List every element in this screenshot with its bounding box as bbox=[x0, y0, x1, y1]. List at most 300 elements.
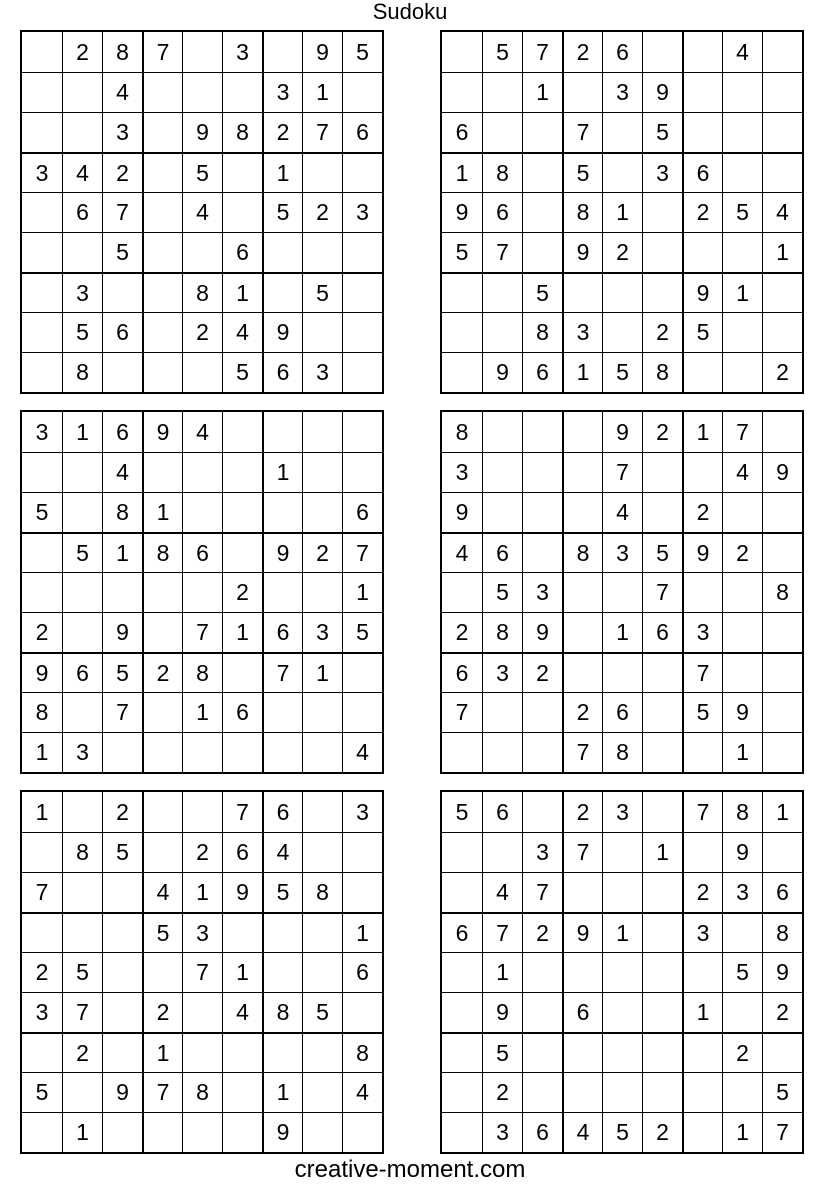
sudoku-cell[interactable]: 2 bbox=[642, 312, 682, 352]
sudoku-cell[interactable]: 8 bbox=[762, 572, 802, 612]
sudoku-cell[interactable] bbox=[482, 412, 522, 452]
sudoku-cell[interactable]: 2 bbox=[762, 352, 802, 392]
sudoku-cell[interactable] bbox=[722, 912, 762, 952]
sudoku-cell[interactable] bbox=[642, 692, 682, 732]
sudoku-cell[interactable] bbox=[22, 912, 62, 952]
sudoku-cell[interactable]: 3 bbox=[102, 112, 142, 152]
sudoku-cell[interactable]: 8 bbox=[455, 418, 469, 445]
sudoku-cell[interactable] bbox=[142, 192, 182, 232]
sudoku-cell[interactable] bbox=[22, 572, 62, 612]
sudoku-cell[interactable]: 4 bbox=[222, 312, 262, 352]
sudoku-cell[interactable]: 4 bbox=[182, 412, 222, 452]
sudoku-cell[interactable]: 1 bbox=[302, 652, 342, 692]
sudoku-cell[interactable] bbox=[762, 72, 802, 112]
sudoku-cell[interactable]: 4 bbox=[142, 872, 182, 912]
sudoku-cell[interactable]: 5 bbox=[482, 32, 522, 72]
sudoku-cell[interactable]: 2 bbox=[682, 192, 722, 232]
sudoku-cell[interactable] bbox=[62, 792, 102, 832]
sudoku-cell[interactable]: 8 bbox=[102, 32, 142, 72]
sudoku-cell[interactable] bbox=[222, 192, 262, 232]
sudoku-cell[interactable]: 7 bbox=[482, 912, 522, 952]
sudoku-cell[interactable]: 3 bbox=[22, 992, 62, 1032]
sudoku-cell[interactable]: 8 bbox=[182, 1072, 222, 1112]
sudoku-cell[interactable]: 5 bbox=[62, 952, 102, 992]
sudoku-cell[interactable]: 5 bbox=[302, 992, 342, 1032]
sudoku-cell[interactable]: 7 bbox=[682, 792, 722, 832]
sudoku-cell[interactable]: 8 bbox=[342, 1032, 382, 1072]
sudoku-cell[interactable] bbox=[722, 612, 762, 652]
sudoku-cell[interactable]: 6 bbox=[62, 192, 102, 232]
sudoku-cell[interactable] bbox=[222, 532, 262, 572]
sudoku-cell[interactable] bbox=[642, 232, 682, 272]
sudoku-cell[interactable]: 8 bbox=[62, 352, 102, 392]
sudoku-cell[interactable]: 5 bbox=[682, 312, 722, 352]
sudoku-cell[interactable] bbox=[22, 1112, 62, 1152]
sudoku-cell[interactable] bbox=[102, 1112, 142, 1152]
sudoku-cell[interactable] bbox=[762, 732, 802, 772]
sudoku-cell[interactable] bbox=[442, 572, 482, 612]
sudoku-cell[interactable]: 6 bbox=[522, 352, 562, 392]
sudoku-cell[interactable] bbox=[302, 832, 342, 872]
sudoku-cell[interactable]: 3 bbox=[562, 312, 602, 352]
sudoku-cell[interactable] bbox=[142, 952, 182, 992]
sudoku-cell[interactable]: 2 bbox=[102, 152, 142, 192]
sudoku-cell[interactable] bbox=[482, 72, 522, 112]
sudoku-cell[interactable]: 7 bbox=[642, 572, 682, 612]
sudoku-cell[interactable]: 2 bbox=[522, 912, 562, 952]
sudoku-cell[interactable] bbox=[102, 352, 142, 392]
sudoku-cell[interactable]: 5 bbox=[62, 312, 102, 352]
sudoku-cell[interactable]: 7 bbox=[482, 232, 522, 272]
sudoku-cell[interactable] bbox=[442, 352, 482, 392]
sudoku-cell[interactable]: 1 bbox=[562, 352, 602, 392]
sudoku-cell[interactable] bbox=[222, 452, 262, 492]
sudoku-cell[interactable]: 6 bbox=[262, 612, 302, 652]
sudoku-cell[interactable]: 9 bbox=[762, 952, 802, 992]
sudoku-cell[interactable] bbox=[262, 232, 302, 272]
sudoku-cell[interactable]: 7 bbox=[562, 832, 602, 872]
sudoku-cell[interactable] bbox=[142, 312, 182, 352]
sudoku-cell[interactable] bbox=[762, 112, 802, 152]
sudoku-cell[interactable] bbox=[602, 112, 642, 152]
sudoku-cell[interactable]: 3 bbox=[262, 72, 302, 112]
sudoku-cell[interactable] bbox=[562, 412, 602, 452]
sudoku-cell[interactable]: 3 bbox=[35, 418, 49, 445]
sudoku-cell[interactable]: 9 bbox=[142, 412, 182, 452]
sudoku-cell[interactable]: 5 bbox=[482, 572, 522, 612]
sudoku-cell[interactable]: 2 bbox=[102, 792, 142, 832]
sudoku-cell[interactable]: 7 bbox=[102, 192, 142, 232]
sudoku-cell[interactable]: 1 bbox=[762, 792, 802, 832]
sudoku-cell[interactable] bbox=[762, 412, 802, 452]
sudoku-cell[interactable]: 8 bbox=[302, 872, 342, 912]
sudoku-cell[interactable]: 1 bbox=[482, 952, 522, 992]
site-footer[interactable]: creative-moment.com bbox=[294, 1156, 526, 1183]
sudoku-cell[interactable]: 6 bbox=[182, 532, 222, 572]
sudoku-cell[interactable]: 5 bbox=[102, 832, 142, 872]
sudoku-cell[interactable]: 1 bbox=[142, 1032, 182, 1072]
sudoku-cell[interactable] bbox=[482, 492, 522, 532]
sudoku-cell[interactable] bbox=[302, 912, 342, 952]
sudoku-cell[interactable] bbox=[722, 492, 762, 532]
sudoku-cell[interactable]: 9 bbox=[222, 872, 262, 912]
sudoku-cell[interactable] bbox=[342, 832, 382, 872]
sudoku-cell[interactable]: 7 bbox=[562, 112, 602, 152]
sudoku-cell[interactable]: 5 bbox=[722, 952, 762, 992]
sudoku-cell[interactable] bbox=[182, 352, 222, 392]
sudoku-cell[interactable] bbox=[442, 272, 482, 312]
sudoku-cell[interactable] bbox=[22, 352, 62, 392]
sudoku-cell[interactable] bbox=[562, 872, 602, 912]
sudoku-cell[interactable] bbox=[62, 1072, 102, 1112]
sudoku-cell[interactable] bbox=[342, 352, 382, 392]
sudoku-cell[interactable]: 5 bbox=[302, 272, 342, 312]
sudoku-cell[interactable] bbox=[22, 232, 62, 272]
sudoku-cell[interactable] bbox=[722, 572, 762, 612]
sudoku-cell[interactable] bbox=[682, 1072, 722, 1112]
sudoku-cell[interactable] bbox=[682, 732, 722, 772]
sudoku-cell[interactable]: 5 bbox=[102, 232, 142, 272]
sudoku-cell[interactable] bbox=[442, 732, 482, 772]
sudoku-cell[interactable] bbox=[182, 492, 222, 532]
sudoku-cell[interactable] bbox=[342, 652, 382, 692]
sudoku-cell[interactable] bbox=[302, 232, 342, 272]
sudoku-cell[interactable] bbox=[762, 532, 802, 572]
sudoku-cell[interactable] bbox=[482, 112, 522, 152]
sudoku-cell[interactable] bbox=[602, 1072, 642, 1112]
sudoku-cell[interactable] bbox=[642, 1072, 682, 1112]
sudoku-cell[interactable]: 8 bbox=[482, 612, 522, 652]
sudoku-cell[interactable] bbox=[602, 152, 642, 192]
sudoku-cell[interactable]: 3 bbox=[602, 532, 642, 572]
sudoku-cell[interactable]: 5 bbox=[342, 32, 382, 72]
sudoku-cell[interactable] bbox=[722, 1072, 762, 1112]
sudoku-cell[interactable]: 3 bbox=[682, 912, 722, 952]
sudoku-cell[interactable]: 2 bbox=[182, 312, 222, 352]
sudoku-cell[interactable] bbox=[182, 572, 222, 612]
sudoku-cell[interactable] bbox=[342, 872, 382, 912]
sudoku-cell[interactable]: 5 bbox=[222, 352, 262, 392]
sudoku-cell[interactable] bbox=[182, 732, 222, 772]
sudoku-cell[interactable] bbox=[142, 792, 182, 832]
sudoku-cell[interactable] bbox=[442, 312, 482, 352]
sudoku-cell[interactable]: 1 bbox=[142, 492, 182, 532]
sudoku-cell[interactable] bbox=[642, 732, 682, 772]
sudoku-cell[interactable]: 2 bbox=[22, 952, 62, 992]
sudoku-cell[interactable] bbox=[302, 312, 342, 352]
sudoku-cell[interactable] bbox=[682, 232, 722, 272]
sudoku-cell[interactable]: 7 bbox=[302, 112, 342, 152]
sudoku-cell[interactable]: 5 bbox=[602, 1112, 642, 1152]
sudoku-cell[interactable] bbox=[302, 1112, 342, 1152]
sudoku-cell[interactable] bbox=[62, 572, 102, 612]
sudoku-cell[interactable]: 7 bbox=[522, 32, 562, 72]
sudoku-cell[interactable] bbox=[342, 272, 382, 312]
sudoku-cell[interactable] bbox=[642, 492, 682, 532]
sudoku-cell[interactable] bbox=[522, 792, 562, 832]
sudoku-cell[interactable]: 3 bbox=[442, 452, 482, 492]
sudoku-cell[interactable]: 2 bbox=[522, 652, 562, 692]
sudoku-cell[interactable]: 9 bbox=[22, 652, 62, 692]
sudoku-cell[interactable] bbox=[602, 652, 642, 692]
sudoku-cell[interactable]: 8 bbox=[22, 692, 62, 732]
sudoku-cell[interactable] bbox=[522, 232, 562, 272]
sudoku-cell[interactable] bbox=[482, 692, 522, 732]
sudoku-cell[interactable] bbox=[142, 732, 182, 772]
sudoku-cell[interactable]: 8 bbox=[62, 832, 102, 872]
sudoku-cell[interactable]: 5 bbox=[522, 272, 562, 312]
sudoku-cell[interactable] bbox=[642, 992, 682, 1032]
sudoku-cell[interactable] bbox=[682, 112, 722, 152]
sudoku-cell[interactable] bbox=[762, 1032, 802, 1072]
sudoku-cell[interactable]: 9 bbox=[262, 1112, 302, 1152]
sudoku-cell[interactable] bbox=[642, 792, 682, 832]
sudoku-cell[interactable]: 5 bbox=[642, 532, 682, 572]
sudoku-cell[interactable] bbox=[762, 652, 802, 692]
sudoku-cell[interactable] bbox=[262, 732, 302, 772]
sudoku-cell[interactable] bbox=[222, 412, 262, 452]
sudoku-cell[interactable]: 3 bbox=[642, 152, 682, 192]
sudoku-cell[interactable]: 4 bbox=[102, 72, 142, 112]
sudoku-cell[interactable] bbox=[442, 872, 482, 912]
sudoku-cell[interactable]: 1 bbox=[642, 832, 682, 872]
sudoku-cell[interactable]: 3 bbox=[62, 732, 102, 772]
sudoku-cell[interactable]: 1 bbox=[222, 272, 262, 312]
sudoku-cell[interactable]: 6 bbox=[482, 192, 522, 232]
sudoku-cell[interactable]: 9 bbox=[102, 612, 142, 652]
sudoku-cell[interactable]: 5 bbox=[102, 652, 142, 692]
sudoku-cell[interactable] bbox=[222, 72, 262, 112]
sudoku-cell[interactable]: 7 bbox=[342, 532, 382, 572]
sudoku-cell[interactable] bbox=[342, 1112, 382, 1152]
sudoku-cell[interactable] bbox=[562, 952, 602, 992]
sudoku-cell[interactable]: 8 bbox=[522, 312, 562, 352]
sudoku-cell[interactable] bbox=[602, 872, 642, 912]
sudoku-cell[interactable]: 8 bbox=[762, 912, 802, 952]
sudoku-cell[interactable] bbox=[762, 692, 802, 732]
sudoku-cell[interactable] bbox=[762, 612, 802, 652]
sudoku-cell[interactable]: 2 bbox=[602, 232, 642, 272]
sudoku-cell[interactable] bbox=[642, 912, 682, 952]
sudoku-cell[interactable] bbox=[142, 272, 182, 312]
sudoku-cell[interactable] bbox=[642, 32, 682, 72]
sudoku-cell[interactable]: 6 bbox=[482, 532, 522, 572]
sudoku-cell[interactable]: 1 bbox=[522, 72, 562, 112]
sudoku-cell[interactable]: 3 bbox=[222, 32, 262, 72]
sudoku-cell[interactable] bbox=[262, 952, 302, 992]
sudoku-cell[interactable] bbox=[762, 272, 802, 312]
sudoku-cell[interactable] bbox=[442, 992, 482, 1032]
sudoku-cell[interactable]: 1 bbox=[762, 232, 802, 272]
sudoku-cell[interactable]: 6 bbox=[342, 492, 382, 532]
sudoku-cell[interactable] bbox=[142, 72, 182, 112]
sudoku-cell[interactable] bbox=[102, 872, 142, 912]
sudoku-cell[interactable] bbox=[262, 492, 302, 532]
sudoku-cell[interactable]: 6 bbox=[222, 832, 262, 872]
sudoku-cell[interactable]: 3 bbox=[482, 652, 522, 692]
sudoku-cell[interactable] bbox=[62, 232, 102, 272]
sudoku-cell[interactable]: 7 bbox=[442, 692, 482, 732]
sudoku-cell[interactable]: 2 bbox=[722, 1032, 762, 1072]
sudoku-cell[interactable] bbox=[762, 312, 802, 352]
sudoku-cell[interactable] bbox=[562, 72, 602, 112]
sudoku-cell[interactable] bbox=[302, 1032, 342, 1072]
sudoku-cell[interactable]: 9 bbox=[302, 32, 342, 72]
sudoku-cell[interactable] bbox=[762, 152, 802, 192]
sudoku-cell[interactable]: 9 bbox=[442, 492, 482, 532]
sudoku-cell[interactable]: 7 bbox=[522, 872, 562, 912]
sudoku-cell[interactable] bbox=[222, 652, 262, 692]
sudoku-cell[interactable] bbox=[22, 272, 62, 312]
sudoku-cell[interactable]: 3 bbox=[302, 612, 342, 652]
sudoku-cell[interactable]: 1 bbox=[35, 798, 49, 825]
sudoku-cell[interactable] bbox=[182, 1032, 222, 1072]
sudoku-cell[interactable]: 7 bbox=[602, 452, 642, 492]
sudoku-cell[interactable] bbox=[682, 72, 722, 112]
sudoku-cell[interactable]: 6 bbox=[562, 992, 602, 1032]
sudoku-cell[interactable]: 1 bbox=[262, 452, 302, 492]
sudoku-cell[interactable] bbox=[62, 452, 102, 492]
sudoku-cell[interactable]: 9 bbox=[182, 112, 222, 152]
sudoku-cell[interactable]: 3 bbox=[342, 792, 382, 832]
sudoku-cell[interactable]: 9 bbox=[262, 532, 302, 572]
sudoku-cell[interactable] bbox=[222, 492, 262, 532]
sudoku-cell[interactable]: 2 bbox=[682, 872, 722, 912]
sudoku-cell[interactable] bbox=[562, 1072, 602, 1112]
sudoku-cell[interactable] bbox=[602, 1032, 642, 1072]
sudoku-cell[interactable]: 4 bbox=[222, 992, 262, 1032]
sudoku-cell[interactable] bbox=[22, 192, 62, 232]
sudoku-cell[interactable]: 6 bbox=[62, 652, 102, 692]
sudoku-cell[interactable]: 1 bbox=[302, 72, 342, 112]
sudoku-cell[interactable]: 9 bbox=[642, 72, 682, 112]
sudoku-cell[interactable] bbox=[62, 912, 102, 952]
sudoku-cell[interactable] bbox=[342, 72, 382, 112]
sudoku-cell[interactable]: 9 bbox=[522, 612, 562, 652]
sudoku-cell[interactable]: 1 bbox=[602, 192, 642, 232]
sudoku-cell[interactable]: 2 bbox=[142, 652, 182, 692]
sudoku-cell[interactable]: 9 bbox=[262, 312, 302, 352]
sudoku-cell[interactable]: 3 bbox=[342, 192, 382, 232]
sudoku-cell[interactable]: 8 bbox=[142, 532, 182, 572]
sudoku-cell[interactable]: 7 bbox=[62, 992, 102, 1032]
sudoku-cell[interactable] bbox=[722, 152, 762, 192]
sudoku-cell[interactable] bbox=[642, 872, 682, 912]
sudoku-cell[interactable] bbox=[262, 1032, 302, 1072]
sudoku-cell[interactable]: 5 bbox=[262, 872, 302, 912]
sudoku-cell[interactable]: 4 bbox=[722, 452, 762, 492]
sudoku-cell[interactable]: 2 bbox=[182, 832, 222, 872]
sudoku-cell[interactable] bbox=[62, 872, 102, 912]
sudoku-cell[interactable]: 5 bbox=[682, 692, 722, 732]
sudoku-cell[interactable] bbox=[102, 572, 142, 612]
sudoku-cell[interactable] bbox=[522, 992, 562, 1032]
sudoku-cell[interactable]: 1 bbox=[602, 912, 642, 952]
sudoku-cell[interactable] bbox=[182, 792, 222, 832]
sudoku-cell[interactable] bbox=[562, 272, 602, 312]
sudoku-cell[interactable]: 3 bbox=[182, 912, 222, 952]
sudoku-cell[interactable]: 8 bbox=[482, 152, 522, 192]
sudoku-cell[interactable]: 3 bbox=[22, 152, 62, 192]
sudoku-cell[interactable]: 4 bbox=[602, 492, 642, 532]
sudoku-cell[interactable]: 3 bbox=[302, 352, 342, 392]
sudoku-cell[interactable] bbox=[222, 1032, 262, 1072]
sudoku-cell[interactable]: 5 bbox=[182, 152, 222, 192]
sudoku-cell[interactable] bbox=[482, 732, 522, 772]
sudoku-cell[interactable] bbox=[482, 832, 522, 872]
sudoku-cell[interactable]: 5 bbox=[62, 532, 102, 572]
sudoku-cell[interactable]: 6 bbox=[342, 112, 382, 152]
sudoku-cell[interactable] bbox=[302, 692, 342, 732]
sudoku-cell[interactable]: 5 bbox=[562, 152, 602, 192]
sudoku-cell[interactable] bbox=[302, 412, 342, 452]
sudoku-cell[interactable] bbox=[522, 492, 562, 532]
sudoku-cell[interactable] bbox=[62, 72, 102, 112]
sudoku-cell[interactable] bbox=[302, 152, 342, 192]
sudoku-cell[interactable]: 5 bbox=[262, 192, 302, 232]
sudoku-cell[interactable]: 7 bbox=[182, 952, 222, 992]
sudoku-cell[interactable] bbox=[522, 452, 562, 492]
sudoku-cell[interactable]: 9 bbox=[102, 1072, 142, 1112]
sudoku-cell[interactable]: 1 bbox=[102, 532, 142, 572]
sudoku-cell[interactable]: 5 bbox=[762, 1072, 802, 1112]
sudoku-cell[interactable]: 1 bbox=[342, 912, 382, 952]
sudoku-cell[interactable]: 2 bbox=[62, 1032, 102, 1072]
sudoku-cell[interactable] bbox=[182, 1112, 222, 1152]
sudoku-cell[interactable] bbox=[602, 572, 642, 612]
sudoku-cell[interactable] bbox=[682, 952, 722, 992]
sudoku-cell[interactable] bbox=[102, 732, 142, 772]
sudoku-cell[interactable]: 2 bbox=[562, 32, 602, 72]
sudoku-cell[interactable] bbox=[482, 312, 522, 352]
sudoku-cell[interactable]: 8 bbox=[182, 272, 222, 312]
sudoku-cell[interactable]: 2 bbox=[642, 412, 682, 452]
sudoku-cell[interactable]: 6 bbox=[642, 612, 682, 652]
sudoku-cell[interactable]: 3 bbox=[62, 272, 102, 312]
sudoku-cell[interactable] bbox=[562, 1032, 602, 1072]
sudoku-cell[interactable] bbox=[302, 952, 342, 992]
sudoku-cell[interactable] bbox=[682, 572, 722, 612]
sudoku-cell[interactable]: 6 bbox=[482, 792, 522, 832]
sudoku-cell[interactable] bbox=[642, 192, 682, 232]
sudoku-cell[interactable]: 4 bbox=[262, 832, 302, 872]
sudoku-cell[interactable] bbox=[482, 272, 522, 312]
sudoku-cell[interactable] bbox=[682, 32, 722, 72]
sudoku-cell[interactable]: 1 bbox=[722, 1112, 762, 1152]
sudoku-cell[interactable]: 1 bbox=[62, 412, 102, 452]
sudoku-cell[interactable] bbox=[102, 952, 142, 992]
sudoku-cell[interactable]: 6 bbox=[442, 912, 482, 952]
sudoku-cell[interactable]: 3 bbox=[522, 572, 562, 612]
sudoku-cell[interactable]: 1 bbox=[262, 152, 302, 192]
sudoku-cell[interactable] bbox=[522, 1032, 562, 1072]
sudoku-cell[interactable] bbox=[522, 692, 562, 732]
sudoku-cell[interactable]: 2 bbox=[142, 992, 182, 1032]
sudoku-cell[interactable] bbox=[562, 452, 602, 492]
sudoku-cell[interactable]: 4 bbox=[342, 1072, 382, 1112]
sudoku-cell[interactable]: 9 bbox=[482, 992, 522, 1032]
sudoku-cell[interactable]: 1 bbox=[722, 732, 762, 772]
sudoku-cell[interactable] bbox=[222, 732, 262, 772]
sudoku-cell[interactable]: 9 bbox=[722, 832, 762, 872]
sudoku-cell[interactable]: 2 bbox=[642, 1112, 682, 1152]
sudoku-cell[interactable] bbox=[142, 572, 182, 612]
sudoku-cell[interactable] bbox=[602, 992, 642, 1032]
sudoku-cell[interactable] bbox=[442, 32, 482, 72]
sudoku-cell[interactable]: 2 bbox=[722, 532, 762, 572]
sudoku-cell[interactable]: 6 bbox=[222, 232, 262, 272]
sudoku-cell[interactable]: 9 bbox=[562, 912, 602, 952]
